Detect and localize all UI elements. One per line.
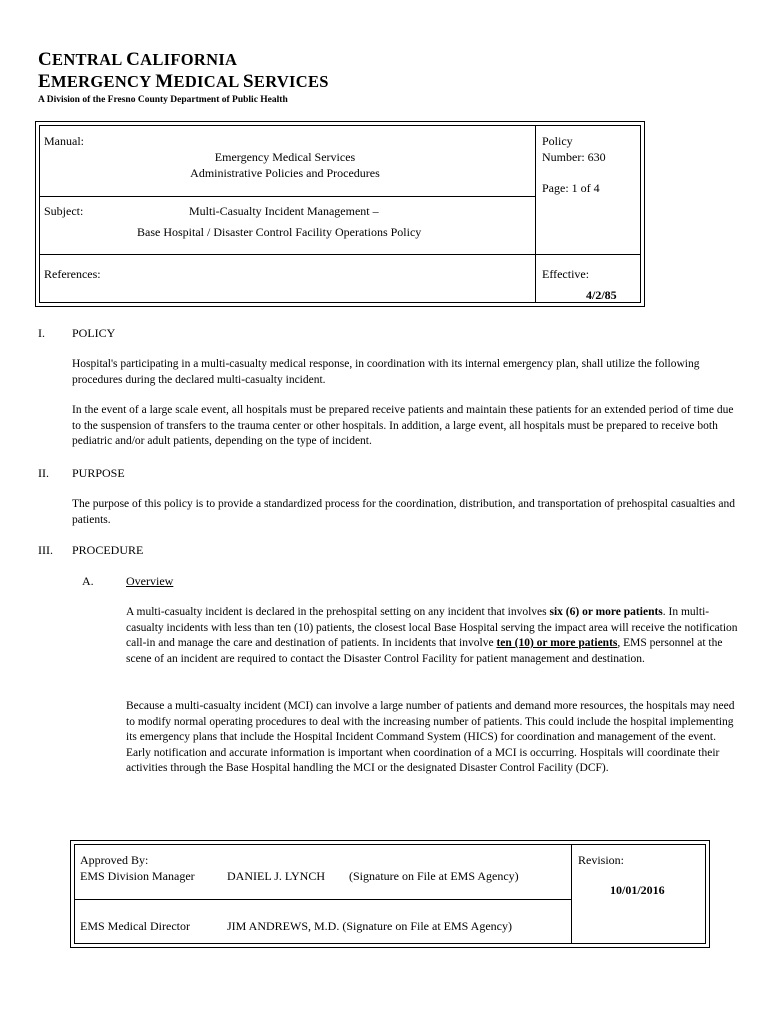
references-label: References: [44, 267, 101, 281]
section-2-number: II. [38, 466, 49, 480]
six-or-more-patients: six (6) or more patients [549, 606, 663, 618]
effective-date: 4/2/85 [586, 288, 617, 302]
division-manager-name: DANIEL J. LYNCH [227, 869, 326, 883]
revision-label: Revision: [578, 853, 625, 867]
overview-paragraph-2: Because a multi-casualty incident (MCI) can involve a large number of patients and demand more resources, the hospitals may need to modify normal operating procedures to deal with the increasing number of patients. This could include the hospital implementing its emergency plans that include the Hospital Incident Command System (HICS) for coordination and management of the event. Early notification and accurate information is important when coordination of a MCI is occurring. Hospitals will coordinate their activities through the Base Hospital handling the MCI or the designated Disaster Control Facility (DCF). [126, 700, 735, 774]
approved-by-label: Approved By: [80, 853, 149, 867]
division-manager-signature: (Signature on File at EMS Agency) [349, 869, 519, 883]
overview-paragraph-1: A multi-casualty incident is declared in the prehospital setting on any incident that involves six (6) or more patients. In multi-casualty incidents with less than ten (10) patients, the closest local Base Hospital serving the impact area will receive the notification call-in and manage the care and destination of patients. In incidents that involve ten (10) or more patients, EMS personnel at the scene of an incident are required to contact the Disaster Control Facility for patient management and destination. [126, 606, 738, 665]
section-2-title: PURPOSE [72, 466, 125, 480]
section-3-title: PROCEDURE [72, 543, 144, 557]
policy-header-table [35, 121, 645, 307]
manual-label: Manual: [44, 134, 84, 148]
section-1-number: I. [38, 326, 45, 340]
subject-line1: Multi-Casualty Incident Management – [189, 204, 379, 218]
org-subtitle: A Division of the Fresno County Department of Public Health [38, 95, 288, 105]
ten-or-more-patients: ten (10) or more patients [496, 637, 618, 649]
policy-number: Number: 630 [542, 150, 606, 164]
org-name-line1: CENTRAL CALIFORNIA [38, 49, 238, 70]
division-manager-label: EMS Division Manager [80, 869, 195, 883]
section-3-number: III. [38, 543, 53, 557]
subsection-a-title: Overview [126, 574, 174, 588]
subsection-a-number: A. [82, 574, 94, 588]
manual-line2: Administrative Policies and Procedures [190, 166, 380, 180]
manual-line1: Emergency Medical Services [214, 150, 356, 164]
effective-label: Effective: [542, 267, 590, 281]
section-2-paragraph-1: The purpose of this policy is to provide a standardized process for the coordination, distribution, and transportation of prehospital casualties and patients. [72, 498, 736, 526]
org-name-line2: EMERGENCY MEDICAL SERVICES [38, 71, 329, 92]
revision-date: 10/01/2016 [610, 883, 665, 897]
approval-table [70, 840, 710, 948]
medical-director-label: EMS Medical Director [80, 919, 190, 933]
page-number: Page: 1 of 4 [542, 181, 600, 195]
subject-line2: Base Hospital / Disaster Control Facility Operations Policy [137, 225, 422, 239]
section-1-paragraph-1: Hospital's participating in a multi-casualty medical response, in coordination with its internal emergency plan, shall utilize the following procedures during the declared multi-casualty incident. [72, 358, 700, 386]
subject-label: Subject: [44, 204, 84, 218]
section-1-paragraph-2: In the event of a large scale event, all hospitals must be prepared receive patients and maintain these patients for an extended period of time due to the suspension of transfers to the trauma center or other hospitals. In addition, a large event, all hospitals must be prepared to receive both pediatric and/or adult patients, depending on the type of incident. [72, 404, 734, 447]
policy-label: Policy [542, 134, 573, 148]
section-1-title: POLICY [72, 326, 116, 340]
medical-director-text: JIM ANDREWS, M.D. (Signature on File at EMS Agency) [227, 919, 512, 933]
